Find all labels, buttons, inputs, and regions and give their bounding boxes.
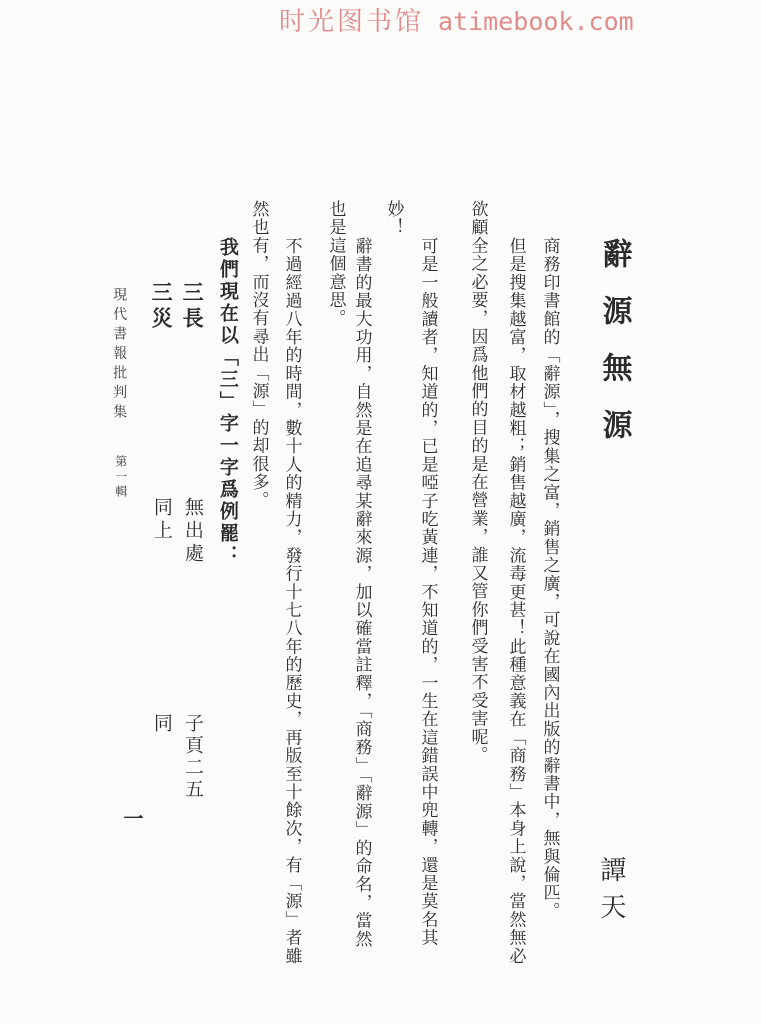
body-column-1: 商務印書館的「辭源」，搜集之富，銷售之廣，可說在國內出版的辭書中，無與倫匹。 — [540, 237, 560, 921]
body-column-8: 不過經過八年的時間，數十人的精力，發行十七八年的歷史，再版至十餘次，有「源」者雖 — [282, 237, 302, 965]
article-title: 辭源無源 — [597, 238, 631, 466]
body-column-3: 欲顧全之必要，因爲他們的目的是在營業，誰又管你們受害不受害呢。 — [468, 200, 488, 765]
body-column-2: 但是搜集越富，取材越粗；銷售越廣，流毒更甚！此種意義在「商務」本身上說，當然無必 — [506, 237, 526, 965]
entry-2-term: 三災 — [149, 281, 174, 333]
running-book-title: 現代書報批判集 — [111, 287, 127, 424]
article-author: 譚天 — [596, 856, 626, 930]
entry-2-reference: 同 — [150, 713, 172, 735]
volume-label: 第一輯 — [113, 455, 128, 500]
watermark-library-name: 时光图书馆 — [279, 6, 425, 36]
body-column-10: 我們現在以「三」字一字爲例罷： — [216, 237, 238, 567]
page-number: 一 — [120, 808, 142, 828]
entry-1-reference: 子頁二五 — [181, 713, 203, 801]
watermark-site-url: atimebook.com — [438, 6, 634, 36]
entry-1-term: 三長 — [180, 281, 205, 333]
body-column-7: 也是這個意思。 — [326, 200, 346, 328]
body-column-9: 然也有，而沒有尋出「源」的却很多。 — [249, 200, 269, 510]
body-column-6: 辭書的最大功用，自然是在追尋某辭來源，加以確當註釋，「商務」「辭源」的命名，當然 — [352, 237, 372, 948]
body-column-4: 可是一般讀者，知道的，已是啞子吃黃連，不知道的，一生在這錯誤中兜轉，還是莫名其 — [418, 237, 438, 947]
body-column-5: 妙！ — [384, 200, 404, 237]
entry-2-note: 同上 — [150, 497, 172, 543]
entry-1-note: 無出處 — [181, 497, 203, 566]
watermark — [279, 8, 634, 34]
